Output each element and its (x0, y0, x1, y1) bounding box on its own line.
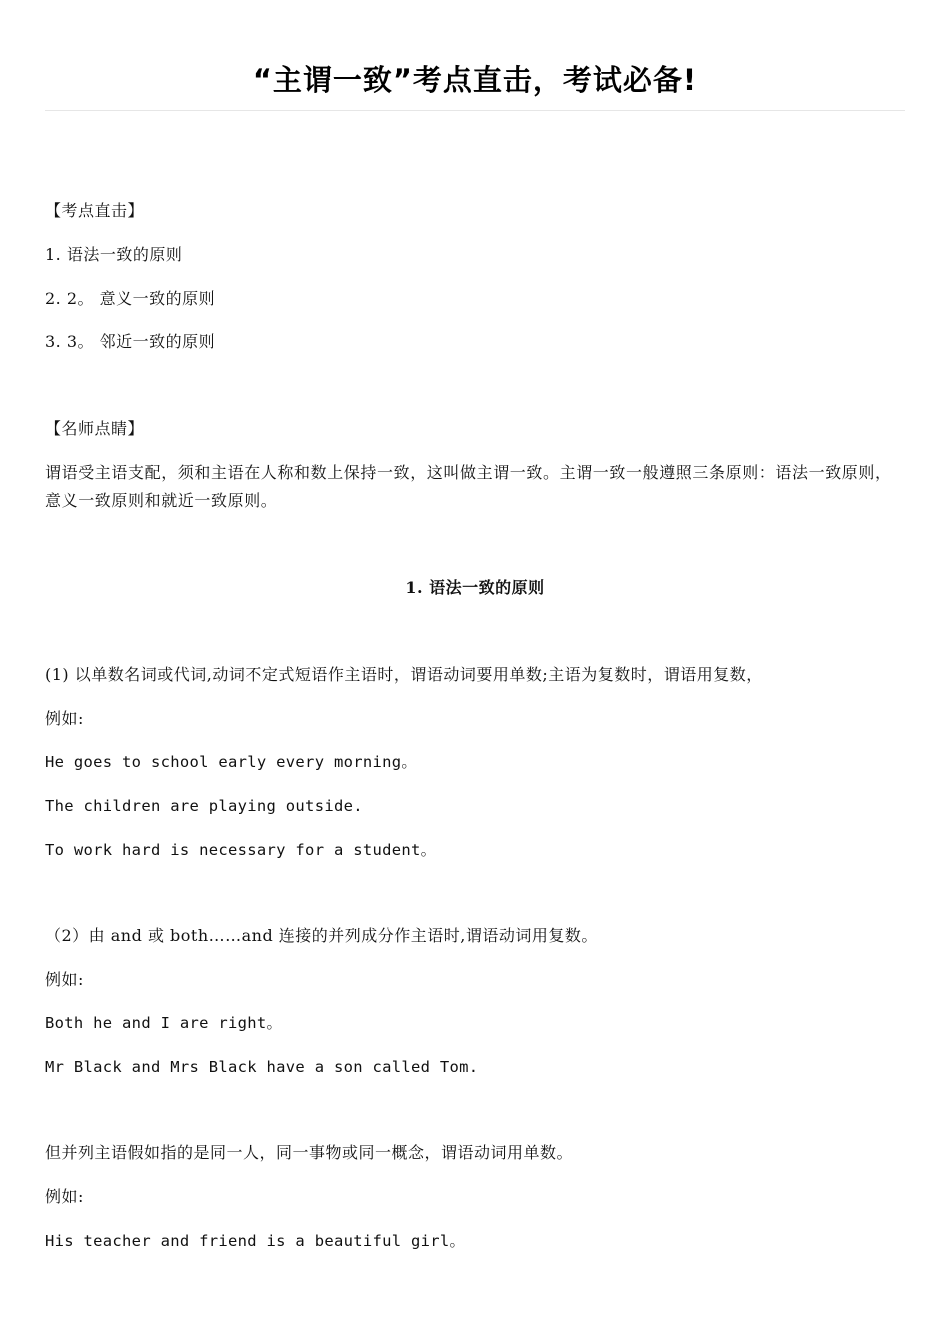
rule-2-text: （2）由 and 或 both……and 连接的并列成分作主语时,谓语动词用复数。 (45, 926, 598, 945)
rule-1-example-2: The children are playing outside. (45, 797, 363, 815)
rule-3-text: 但并列主语假如指的是同一人，同一事物或同一概念，谓语动词用单数。 (45, 1143, 574, 1162)
rule-1-example-label: 例如: (45, 709, 84, 728)
rule-1-example-1: He goes to school early every morning。 (45, 753, 418, 771)
kaodian-item-1: 1. 语法一致的原则 (45, 245, 183, 264)
rule-1-text: (1) 以单数名词或代词,动词不定式短语作主语时，谓语动词要用单数;主语为复数时，谓语用复数， (45, 665, 763, 684)
document-title: “主谓一致”考点直击，考试必备! (252, 63, 698, 97)
rule-2-example-1: Both he and I are right。 (45, 1014, 283, 1032)
mingshi-heading: 【名师点睛】 (45, 419, 145, 438)
mingshi-paragraph: 谓语受主语支配，须和主语在人称和数上保持一致，这叫做主谓一致。主谓一致一般遵照三条原则：语法一致原则，意义一致原则和就近一致原则。 (45, 463, 892, 510)
kaodian-heading: 【考点直击】 (45, 201, 145, 220)
rule-2-example-label: 例如: (45, 970, 84, 989)
section-1-heading: 1. 语法一致的原则 (405, 578, 545, 597)
rule-3-example-1: His teacher and friend is a beautiful girl。 (45, 1232, 466, 1250)
kaodian-item-2: 2. 2。 意义一致的原则 (45, 289, 216, 308)
kaodian-item-3: 3. 3。 邻近一致的原则 (45, 332, 216, 351)
rule-3-example-label: 例如: (45, 1187, 84, 1206)
rule-2-example-2: Mr Black and Mrs Black have a son called Tom. (45, 1058, 479, 1076)
title-divider (45, 110, 905, 111)
rule-1-example-3: To work hard is necessary for a student。 (45, 841, 437, 859)
